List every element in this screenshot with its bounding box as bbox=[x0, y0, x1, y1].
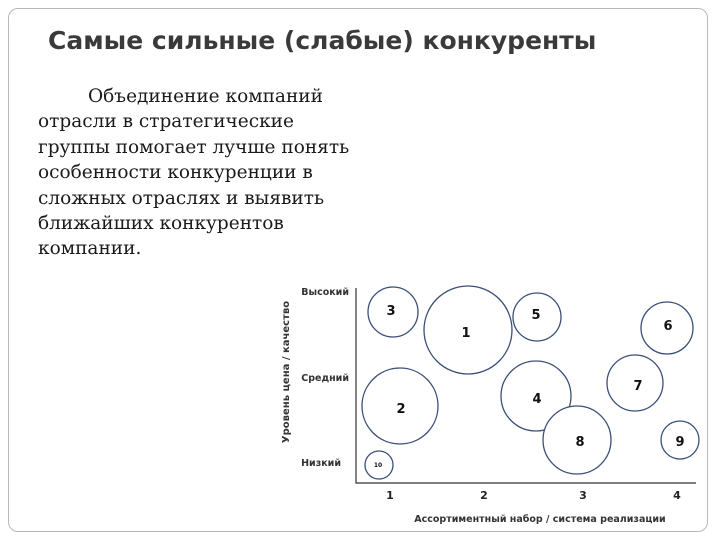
y-axis-label: Уровень цена / качество bbox=[281, 300, 292, 444]
slide-title: Самые сильные (слабые) конкуренты bbox=[48, 26, 597, 55]
body-text: Объединение компаний отрасли в стратегические группы помогает лучше понять особенности конкуренции в сложных отраслях и выявить ближайших конкурентов компании. bbox=[38, 86, 350, 260]
y-level-low: Низкий bbox=[301, 458, 341, 469]
bubble-label-4: 4 bbox=[532, 392, 542, 407]
x-level-2: 2 bbox=[480, 489, 488, 502]
bubble-label-7: 7 bbox=[633, 379, 643, 394]
bubble-label-10: 10 bbox=[373, 462, 383, 469]
x-level-1: 1 bbox=[386, 489, 394, 502]
x-level-3: 3 bbox=[579, 489, 587, 502]
bubble-label-8: 8 bbox=[575, 435, 585, 450]
bubble-label-5: 5 bbox=[531, 308, 541, 323]
bubble-label-3: 3 bbox=[386, 304, 396, 319]
x-axis-label: Ассортиментный набор / система реализации bbox=[414, 514, 666, 525]
bubble-label-9: 9 bbox=[675, 435, 685, 450]
bubble-label-6: 6 bbox=[663, 319, 673, 334]
y-level-high: Высокий bbox=[301, 287, 349, 298]
y-level-medium: Средний bbox=[301, 373, 349, 384]
x-level-4: 4 bbox=[673, 489, 681, 502]
bubble-label-1: 1 bbox=[461, 326, 471, 341]
bubble-label-2: 2 bbox=[396, 402, 406, 417]
